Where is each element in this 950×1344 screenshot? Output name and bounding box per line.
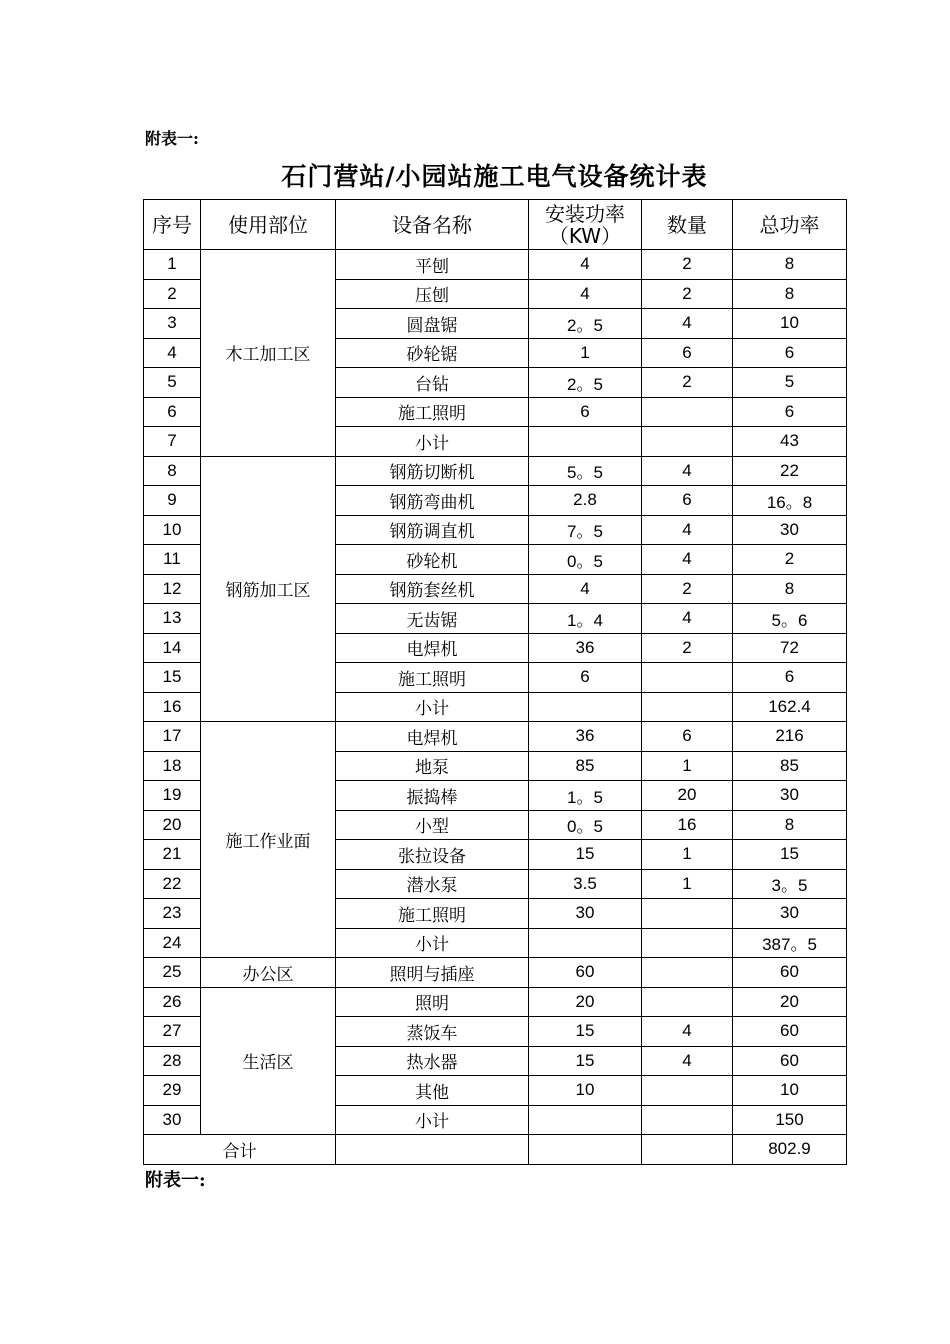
quantity: 4 bbox=[642, 456, 733, 486]
equipment-name: 电焊机 bbox=[336, 633, 529, 663]
equipment-name: 照明 bbox=[336, 987, 529, 1017]
installed-power: 7。5 bbox=[529, 515, 642, 545]
total-power: 6 bbox=[733, 338, 847, 368]
row-number: 11 bbox=[144, 545, 201, 575]
quantity bbox=[642, 928, 733, 958]
header-area: 使用部位 bbox=[201, 200, 336, 250]
equipment-name: 小计 bbox=[336, 427, 529, 457]
quantity bbox=[642, 899, 733, 929]
equipment-name: 照明与插座 bbox=[336, 958, 529, 988]
total-power: 3。5 bbox=[733, 869, 847, 899]
total-power: 5 bbox=[733, 368, 847, 398]
quantity: 6 bbox=[642, 722, 733, 752]
quantity: 16 bbox=[642, 810, 733, 840]
quantity: 4 bbox=[642, 604, 733, 634]
installed-power: 20 bbox=[529, 987, 642, 1017]
equipment-name: 台钻 bbox=[336, 368, 529, 398]
quantity bbox=[642, 1076, 733, 1106]
row-number: 3 bbox=[144, 309, 201, 339]
quantity: 2 bbox=[642, 574, 733, 604]
row-number: 1 bbox=[144, 250, 201, 280]
table-row bbox=[144, 250, 847, 280]
quantity: 6 bbox=[642, 338, 733, 368]
installed-power: 3.5 bbox=[529, 869, 642, 899]
table-cell bbox=[529, 1135, 642, 1165]
installed-power: 2。5 bbox=[529, 309, 642, 339]
row-number: 27 bbox=[144, 1017, 201, 1047]
area-cell: 钢筋加工区 bbox=[201, 456, 336, 722]
grand-total-row bbox=[144, 1135, 847, 1165]
header-power: 安装功率（KW） bbox=[529, 200, 642, 250]
equipment-name: 平刨 bbox=[336, 250, 529, 280]
installed-power bbox=[529, 692, 642, 722]
total-power: 2 bbox=[733, 545, 847, 575]
equipment-name: 蒸饭车 bbox=[336, 1017, 529, 1047]
quantity bbox=[642, 987, 733, 1017]
installed-power: 60 bbox=[529, 958, 642, 988]
quantity bbox=[642, 1105, 733, 1135]
area-cell: 施工作业面 bbox=[201, 722, 336, 958]
equipment-name: 其他 bbox=[336, 1076, 529, 1106]
total-power: 8 bbox=[733, 810, 847, 840]
installed-power: 5。5 bbox=[529, 456, 642, 486]
row-number: 7 bbox=[144, 427, 201, 457]
quantity: 1 bbox=[642, 840, 733, 870]
table-cell bbox=[336, 1135, 529, 1165]
equipment-name: 电焊机 bbox=[336, 722, 529, 752]
area-cell: 生活区 bbox=[201, 987, 336, 1135]
installed-power: 0。5 bbox=[529, 545, 642, 575]
row-number: 21 bbox=[144, 840, 201, 870]
row-number: 13 bbox=[144, 604, 201, 634]
row-number: 24 bbox=[144, 928, 201, 958]
quantity: 4 bbox=[642, 515, 733, 545]
page-title: 石门营站/小园站施工电气设备统计表 bbox=[281, 162, 708, 191]
installed-power: 2。5 bbox=[529, 368, 642, 398]
row-number: 29 bbox=[144, 1076, 201, 1106]
row-number: 25 bbox=[144, 958, 201, 988]
equipment-name: 钢筋弯曲机 bbox=[336, 486, 529, 516]
row-number: 6 bbox=[144, 397, 201, 427]
total-power: 8 bbox=[733, 250, 847, 280]
header-total: 总功率 bbox=[733, 200, 847, 250]
total-power: 6 bbox=[733, 397, 847, 427]
equipment-name: 小型 bbox=[336, 810, 529, 840]
installed-power: 15 bbox=[529, 1017, 642, 1047]
grand-total-label: 合计 bbox=[144, 1135, 336, 1165]
quantity: 1 bbox=[642, 869, 733, 899]
row-number: 16 bbox=[144, 692, 201, 722]
equipment-name: 砂轮机 bbox=[336, 545, 529, 575]
row-number: 9 bbox=[144, 486, 201, 516]
installed-power bbox=[529, 427, 642, 457]
quantity: 4 bbox=[642, 1046, 733, 1076]
installed-power bbox=[529, 928, 642, 958]
equipment-name: 热水器 bbox=[336, 1046, 529, 1076]
row-number: 22 bbox=[144, 869, 201, 899]
attachment-label: 附表一: bbox=[145, 129, 199, 148]
quantity: 20 bbox=[642, 781, 733, 811]
area-cell: 木工加工区 bbox=[201, 250, 336, 457]
total-power: 22 bbox=[733, 456, 847, 486]
quantity: 2 bbox=[642, 279, 733, 309]
total-power: 216 bbox=[733, 722, 847, 752]
total-power: 10 bbox=[733, 1076, 847, 1106]
row-number: 8 bbox=[144, 456, 201, 486]
equipment-name: 砂轮锯 bbox=[336, 338, 529, 368]
table-row bbox=[144, 987, 847, 1017]
total-power: 5。6 bbox=[733, 604, 847, 634]
installed-power: 10 bbox=[529, 1076, 642, 1106]
total-power: 162.4 bbox=[733, 692, 847, 722]
equipment-name: 钢筋套丝机 bbox=[336, 574, 529, 604]
equipment-name: 钢筋切断机 bbox=[336, 456, 529, 486]
total-power: 60 bbox=[733, 1046, 847, 1076]
quantity: 6 bbox=[642, 486, 733, 516]
installed-power: 2.8 bbox=[529, 486, 642, 516]
table-cell bbox=[642, 1135, 733, 1165]
equipment-name: 压刨 bbox=[336, 279, 529, 309]
installed-power: 0。5 bbox=[529, 810, 642, 840]
quantity: 1 bbox=[642, 751, 733, 781]
equipment-name: 潜水泵 bbox=[336, 869, 529, 899]
equipment-name: 施工照明 bbox=[336, 663, 529, 693]
row-number: 19 bbox=[144, 781, 201, 811]
equipment-name: 地泵 bbox=[336, 751, 529, 781]
row-number: 20 bbox=[144, 810, 201, 840]
attachment-label-bottom: 附表一: bbox=[145, 1170, 206, 1191]
installed-power: 30 bbox=[529, 899, 642, 929]
quantity bbox=[642, 958, 733, 988]
installed-power bbox=[529, 1105, 642, 1135]
equipment-name: 小计 bbox=[336, 928, 529, 958]
total-power: 8 bbox=[733, 574, 847, 604]
row-number: 14 bbox=[144, 633, 201, 663]
header-qty: 数量 bbox=[642, 200, 733, 250]
installed-power: 4 bbox=[529, 250, 642, 280]
total-power: 30 bbox=[733, 899, 847, 929]
total-power: 30 bbox=[733, 781, 847, 811]
grand-total-value: 802.9 bbox=[733, 1135, 847, 1165]
installed-power: 1。4 bbox=[529, 604, 642, 634]
row-number: 18 bbox=[144, 751, 201, 781]
equipment-name: 圆盘锯 bbox=[336, 309, 529, 339]
equipment-name: 振捣棒 bbox=[336, 781, 529, 811]
equipment-name: 钢筋调直机 bbox=[336, 515, 529, 545]
table-row bbox=[144, 958, 847, 988]
installed-power: 6 bbox=[529, 397, 642, 427]
equipment-name: 施工照明 bbox=[336, 397, 529, 427]
total-power: 20 bbox=[733, 987, 847, 1017]
row-number: 4 bbox=[144, 338, 201, 368]
installed-power: 36 bbox=[529, 722, 642, 752]
header-seq: 序号 bbox=[144, 200, 201, 250]
total-power: 85 bbox=[733, 751, 847, 781]
quantity: 2 bbox=[642, 250, 733, 280]
quantity bbox=[642, 427, 733, 457]
equipment-name: 小计 bbox=[336, 692, 529, 722]
total-power: 10 bbox=[733, 309, 847, 339]
total-power: 60 bbox=[733, 1017, 847, 1047]
row-number: 28 bbox=[144, 1046, 201, 1076]
installed-power: 1。5 bbox=[529, 781, 642, 811]
row-number: 12 bbox=[144, 574, 201, 604]
total-power: 43 bbox=[733, 427, 847, 457]
total-power: 6 bbox=[733, 663, 847, 693]
row-number: 23 bbox=[144, 899, 201, 929]
installed-power: 36 bbox=[529, 633, 642, 663]
installed-power: 4 bbox=[529, 574, 642, 604]
quantity: 4 bbox=[642, 1017, 733, 1047]
total-power: 16。8 bbox=[733, 486, 847, 516]
total-power: 60 bbox=[733, 958, 847, 988]
row-number: 17 bbox=[144, 722, 201, 752]
installed-power: 85 bbox=[529, 751, 642, 781]
total-power: 30 bbox=[733, 515, 847, 545]
row-number: 26 bbox=[144, 987, 201, 1017]
header-equipment: 设备名称 bbox=[336, 200, 529, 250]
installed-power: 4 bbox=[529, 279, 642, 309]
total-power: 72 bbox=[733, 633, 847, 663]
area-cell: 办公区 bbox=[201, 958, 336, 988]
installed-power: 6 bbox=[529, 663, 642, 693]
equipment-name: 施工照明 bbox=[336, 899, 529, 929]
quantity bbox=[642, 663, 733, 693]
quantity bbox=[642, 692, 733, 722]
quantity: 4 bbox=[642, 545, 733, 575]
equipment-name: 小计 bbox=[336, 1105, 529, 1135]
total-power: 150 bbox=[733, 1105, 847, 1135]
row-number: 15 bbox=[144, 663, 201, 693]
quantity bbox=[642, 397, 733, 427]
equipment-table bbox=[143, 199, 847, 1165]
total-power: 8 bbox=[733, 279, 847, 309]
quantity: 4 bbox=[642, 309, 733, 339]
table-row bbox=[144, 722, 847, 752]
total-power: 15 bbox=[733, 840, 847, 870]
equipment-name: 无齿锯 bbox=[336, 604, 529, 634]
table-row bbox=[144, 456, 847, 486]
installed-power: 15 bbox=[529, 1046, 642, 1076]
table-header-row bbox=[144, 200, 847, 250]
row-number: 10 bbox=[144, 515, 201, 545]
equipment-name: 张拉设备 bbox=[336, 840, 529, 870]
total-power: 387。5 bbox=[733, 928, 847, 958]
quantity: 2 bbox=[642, 633, 733, 663]
row-number: 2 bbox=[144, 279, 201, 309]
installed-power: 15 bbox=[529, 840, 642, 870]
row-number: 30 bbox=[144, 1105, 201, 1135]
installed-power: 1 bbox=[529, 338, 642, 368]
quantity: 2 bbox=[642, 368, 733, 398]
row-number: 5 bbox=[144, 368, 201, 398]
